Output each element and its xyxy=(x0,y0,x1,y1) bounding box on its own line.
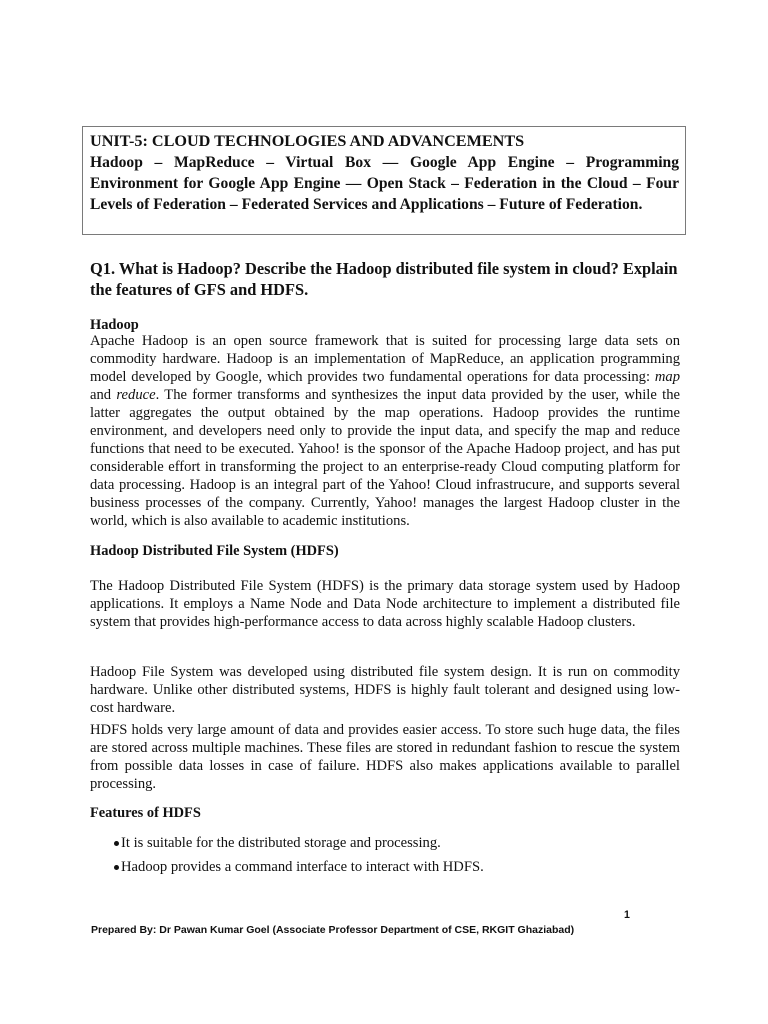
list-item xyxy=(90,834,680,852)
bullet-icon xyxy=(114,865,119,870)
hadoop-paragraph xyxy=(90,332,680,530)
hadoop-heading: Hadoop xyxy=(90,317,139,333)
reduce-term: reduce xyxy=(116,387,156,403)
unit-title: UNIT-5: CLOUD TECHNOLOGIES AND ADVANCEMENTS xyxy=(90,132,525,150)
hadoop-paragraph-part2: and xyxy=(90,387,117,403)
hdfs-heading: Hadoop Distributed File System (HDFS) xyxy=(90,543,339,559)
features-heading: Features of HDFS xyxy=(90,805,201,821)
footer-prepared-by: Prepared By: Dr Pawan Kumar Goel (Associate Professor Department of CSE, RKGIT Ghaziabad) xyxy=(91,924,575,936)
unit-topics: Hadoop – MapReduce – Virtual Box — Google App Engine – Programming Environment for Google App Engine — Open Stack – Federation in the Cloud – Four Levels of Federation – Federated Services and Applications – Future of Federation. xyxy=(90,154,679,213)
bullet-icon xyxy=(114,841,119,846)
unit-summary-box xyxy=(82,126,686,235)
hdfs-paragraph-1: The Hadoop Distributed File System (HDFS) is the primary data storage system used by Hadoop applications. It employs a Name Node and Data Node architecture to implement a distributed file system that provides high-performance access to data across highly scalable Hadoop clusters. xyxy=(90,578,680,630)
map-term: map xyxy=(654,369,680,385)
hadoop-paragraph-part1: Apache Hadoop is an open source framework that is suited for processing large data sets on commodity hardware. Hadoop is an implementation of MapReduce, an application programming model developed by Google, which provides two fundamental operations for data processing: xyxy=(90,333,680,385)
hdfs-paragraph-2: Hadoop File System was developed using distributed file system design. It is run on commodity hardware. Unlike other distributed systems, HDFS is highly fault tolerant and designed using low-cost hardware. xyxy=(90,664,680,716)
list-item xyxy=(90,858,680,876)
question-heading: Q1. What is Hadoop? Describe the Hadoop distributed file system in cloud? Explain the features of GFS and HDFS. xyxy=(90,259,678,299)
page-number: 1 xyxy=(624,909,630,921)
features-list xyxy=(90,834,680,882)
hdfs-paragraph-3: HDFS holds very large amount of data and provides easier access. To store such huge data, the files are stored across multiple machines. These files are stored in redundant fashion to rescue the system from possible data losses in case of failure. HDFS also makes applications available to parallel processing. xyxy=(90,722,680,792)
list-item-text: Hadoop provides a command interface to interact with HDFS. xyxy=(121,859,484,875)
hadoop-paragraph-part3: . The former transforms and synthesizes the input data provided by the user, while the latter aggregates the output obtained by the map operations. Hadoop provides the runtime environment, and developers need only to provide the input data, and specify the map and reduce functions that need to be executed. Yahoo! is the sponsor of the Apache Hadoop project, and has put considerable effort in transforming the project to an enterprise-ready Cloud computing platform for data processing. Hadoop is an integral part of the Yahoo! Cloud infrastrucure, and supports several business processes of the company. Currently, Yahoo! manages the largest Hadoop cluster in the world, which is also available to academic institutions. xyxy=(90,387,680,529)
list-item-text: It is suitable for the distributed storage and processing. xyxy=(121,835,441,851)
